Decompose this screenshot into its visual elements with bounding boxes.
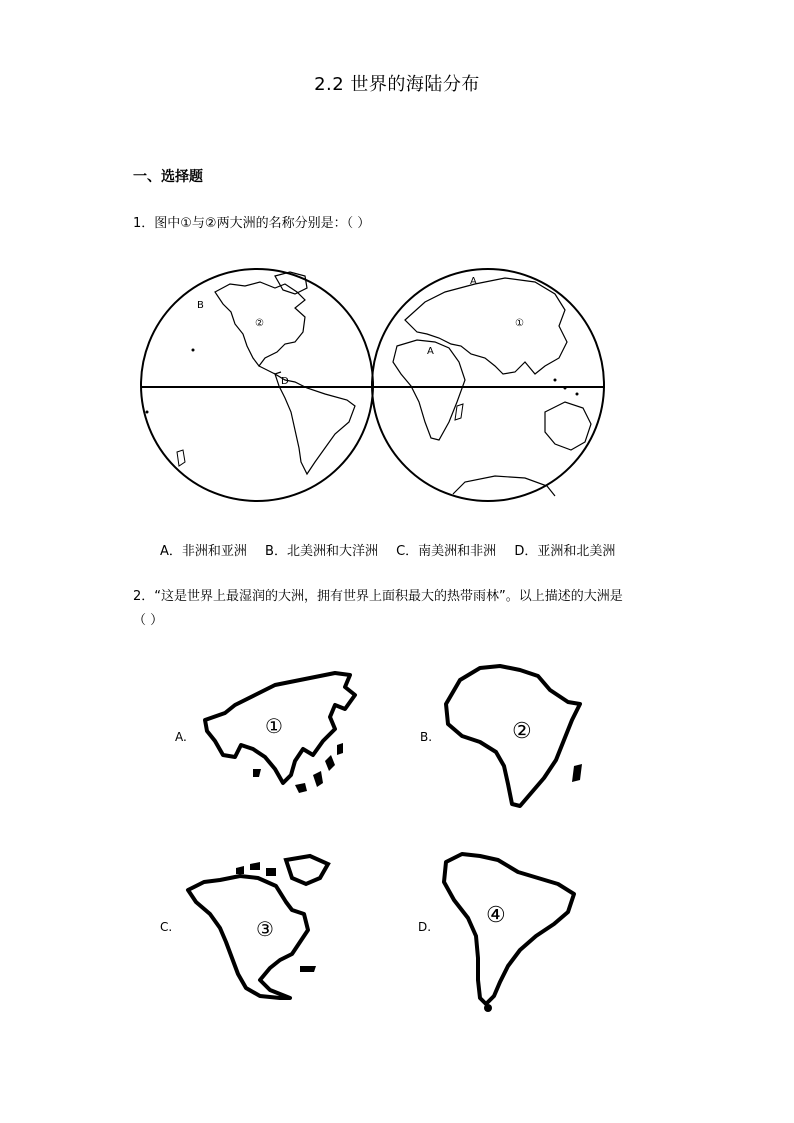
map-label-2: ②	[255, 318, 264, 329]
island-shape	[177, 450, 185, 466]
western-hemisphere-circle	[141, 269, 373, 501]
question-1-text: 1．图中①与②两大洲的名称分别是：（ ）	[133, 216, 371, 231]
madagascar-shape	[455, 404, 463, 420]
choice-a-label: A.	[175, 730, 187, 744]
greenland-shape	[275, 272, 307, 294]
australia-shape	[545, 402, 591, 450]
question-1-options	[160, 540, 629, 559]
asia-outline-icon[interactable]	[195, 665, 365, 810]
island-dot	[564, 387, 567, 390]
choice-c-label: C.	[160, 920, 173, 934]
question-2-line-1: 2．“这是世界上最湿润的大洲，拥有世界上面积最大的热带雨林”。以上描述的大洲是	[133, 589, 623, 604]
map-label-A-top: A	[470, 276, 477, 287]
south-america-outline-icon[interactable]	[444, 854, 574, 1004]
island-dot	[192, 349, 195, 352]
world-hemisphere-map	[135, 262, 610, 507]
question-2-line-2: （ ）	[133, 613, 164, 628]
eastern-hemisphere-circle	[372, 269, 604, 501]
map-label-D: D	[281, 376, 289, 387]
choice-d-number: ④	[486, 903, 506, 928]
island-dot	[554, 379, 557, 382]
map-label-B: B	[197, 300, 204, 311]
option-c[interactable]: C．南美洲和非洲	[396, 544, 497, 559]
choice-c-number: ③	[256, 917, 274, 941]
island-dot	[576, 393, 579, 396]
choice-b-label: B.	[420, 730, 433, 744]
north-america-outline-icon[interactable]	[188, 876, 308, 998]
option-d[interactable]: D．亚洲和北美洲	[514, 544, 616, 559]
map-label-1: ①	[515, 318, 524, 329]
antarctica-shape	[453, 476, 555, 496]
map-label-A-left: A	[427, 346, 434, 357]
choice-d-label: D.	[418, 920, 432, 934]
page-title: 2.2 世界的海陆分布	[314, 74, 480, 95]
option-a[interactable]: A．非洲和亚洲	[160, 544, 247, 559]
section-heading: 一、选择题	[133, 169, 203, 185]
eurasia-shape	[405, 278, 567, 374]
choice-b-number: ②	[512, 719, 532, 744]
choice-a-number: ①	[265, 714, 283, 738]
question-2-text	[133, 585, 673, 633]
central-america-shape	[259, 366, 281, 374]
island-dot	[146, 411, 149, 414]
option-b[interactable]: B．北美洲和大洋洲	[265, 544, 378, 559]
south-america-shape	[275, 374, 355, 474]
